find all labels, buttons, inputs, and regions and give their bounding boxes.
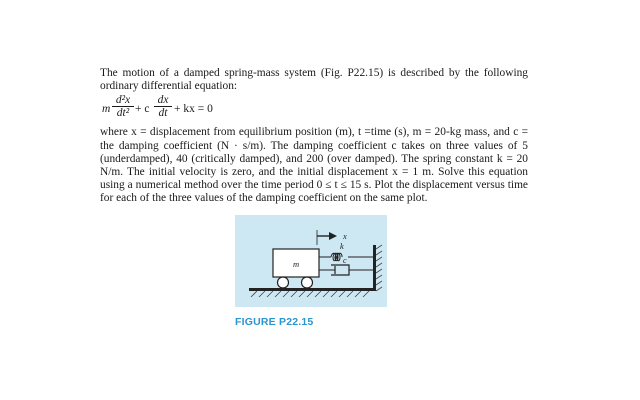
eq-frac2-denominator: dt	[158, 107, 168, 120]
wheel-left	[278, 277, 289, 288]
eq-rest: + kx = 0	[174, 103, 213, 116]
eq-mass-symbol: m	[102, 103, 111, 116]
eq-frac1-denominator: dt²	[116, 107, 130, 120]
problem-body: where x = displacement from equilibrium position (m), t =time (s), m = 20-kg mass, and c = the damping coefficient (N · s/m). The damping coefficient c takes on three values of 5 (underdamped), 40 (critically damped), and 200 (over damped). The spring constant k = 20 N/m. The initial velocity is zero, and the initial displacement x = 1 m. Solve this equation using a numerical method over the time period 0 ≤ t ≤ 15 s. Plot the displacement versus time for each of the three values of the damping coefficient on the same plot.	[100, 126, 528, 205]
label-m: m	[293, 259, 300, 269]
displacement-arrow-head	[329, 232, 337, 240]
spring-coil	[331, 253, 342, 261]
floor	[249, 288, 375, 291]
problem-text	[100, 67, 528, 206]
eq-first-derivative	[154, 94, 172, 119]
floor-hatch	[251, 291, 369, 297]
figure-caption: FIGURE P22.15	[235, 316, 314, 328]
eq-frac2-numerator: dx	[154, 94, 172, 107]
wheel-right	[302, 277, 313, 288]
problem-intro: The motion of a damped spring-mass system (Fig. P22.15) is described by the following ordinary differential equation:	[100, 67, 528, 93]
label-k: k	[340, 241, 344, 251]
eq-frac1-numerator: d²x	[112, 94, 134, 107]
label-x: x	[343, 231, 347, 241]
eq-second-derivative	[112, 94, 134, 119]
spring-mass-figure	[235, 215, 387, 307]
label-c: c	[343, 256, 347, 265]
differential-equation	[100, 94, 528, 124]
spring-mass-diagram	[235, 215, 387, 307]
eq-plus-c: + c	[135, 103, 150, 116]
wall	[373, 245, 376, 291]
wall-hatch	[376, 245, 382, 291]
